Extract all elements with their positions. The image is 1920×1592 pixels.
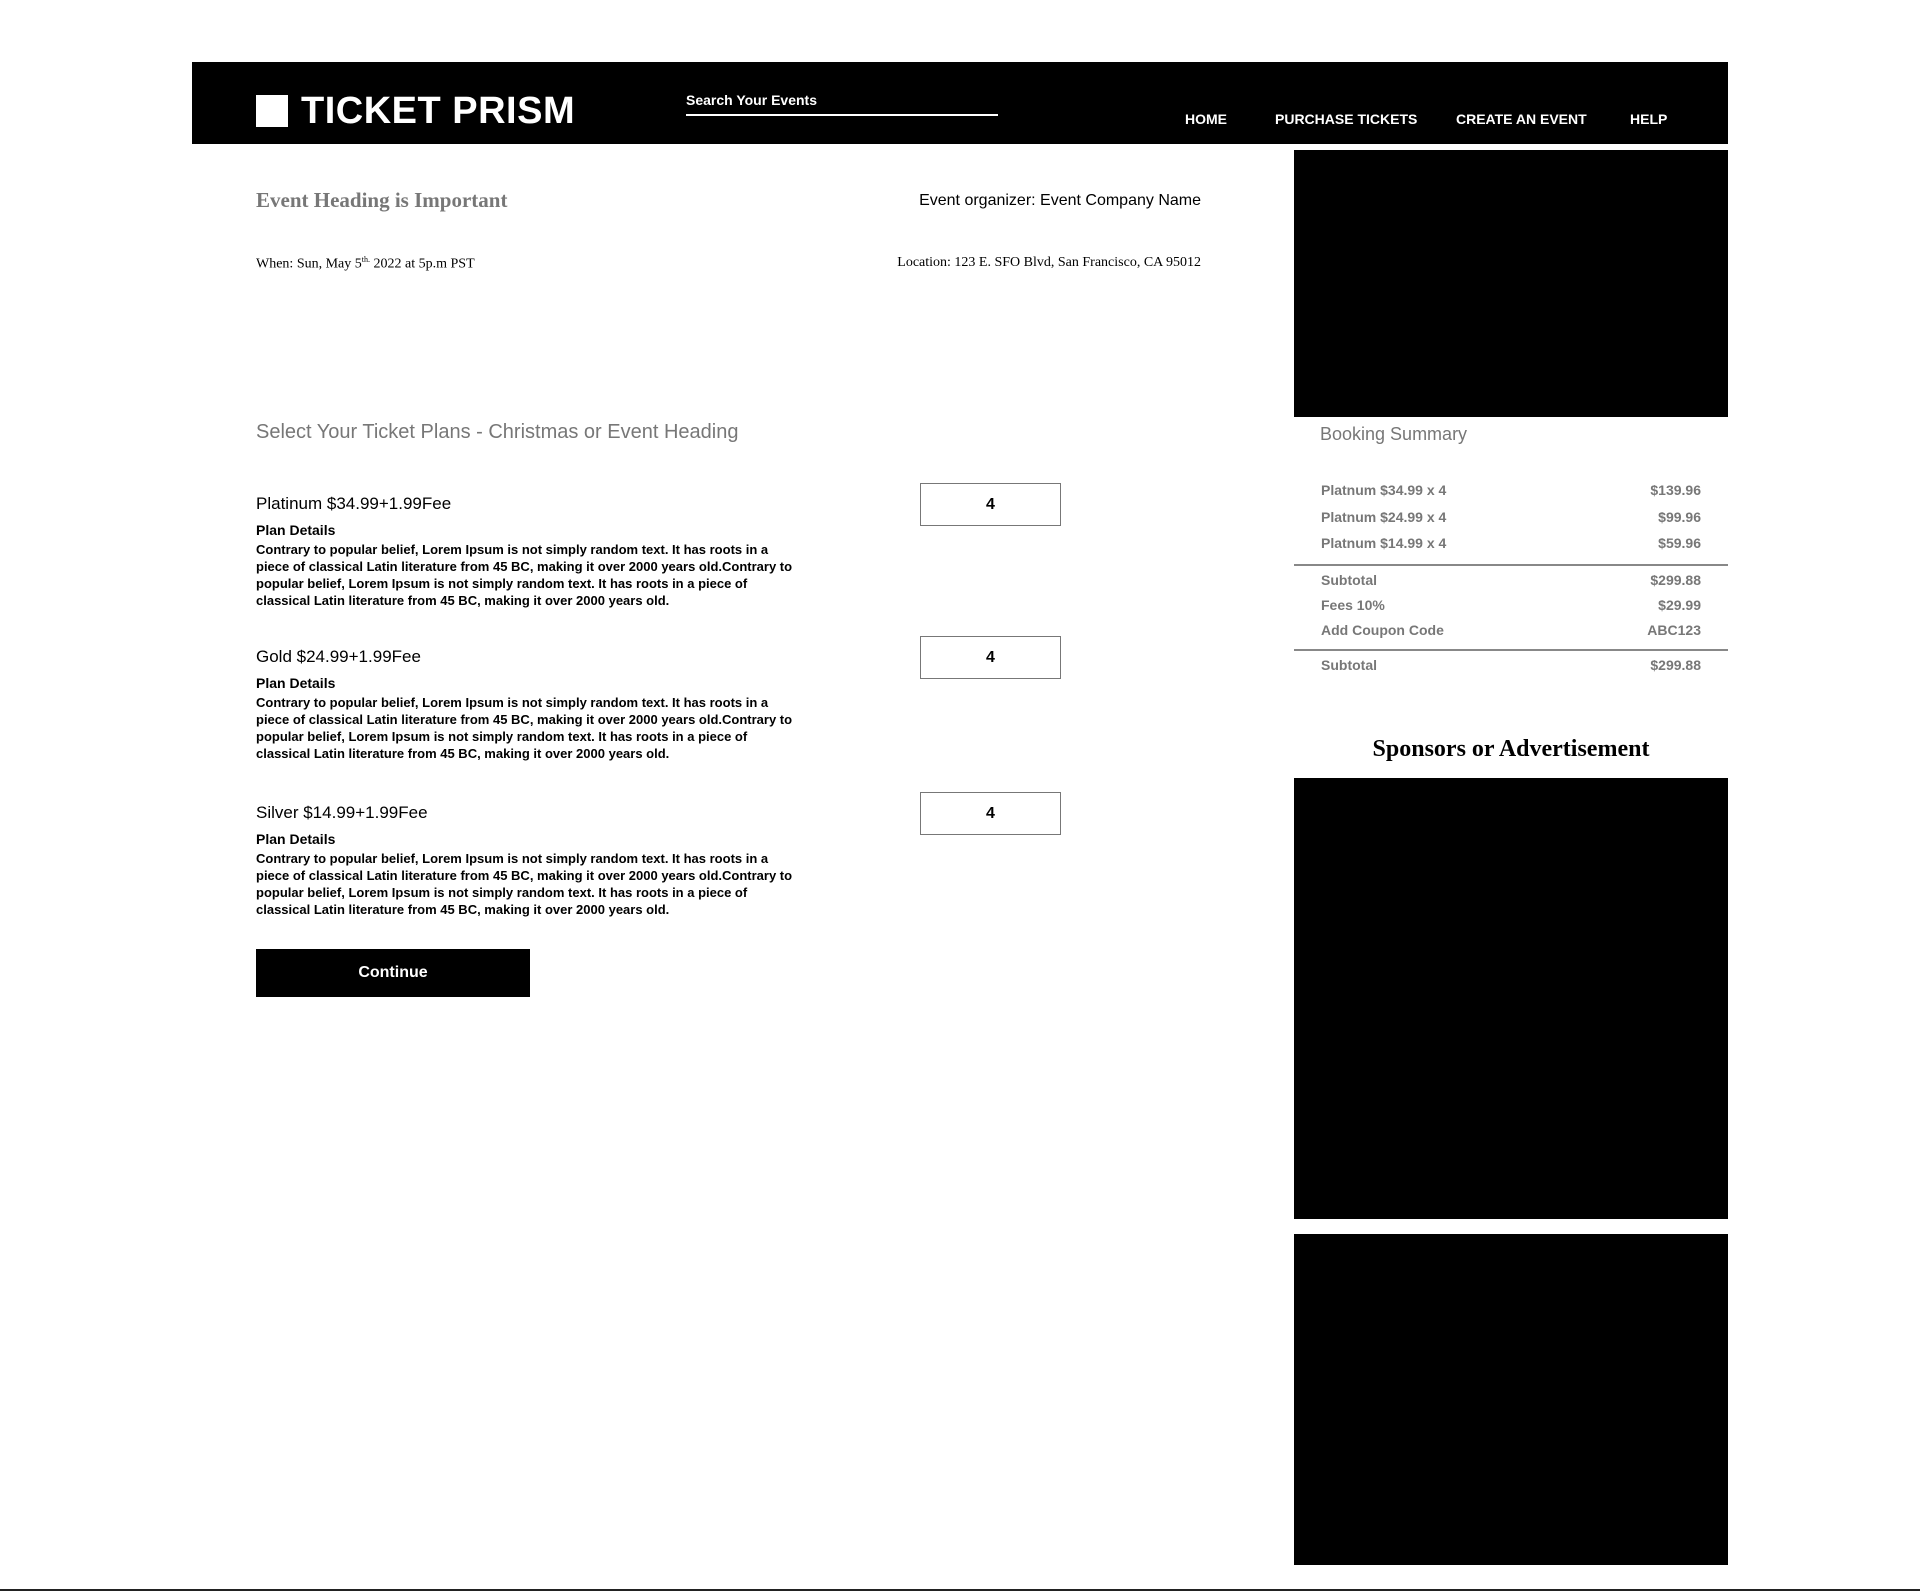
nav-home[interactable]: HOME xyxy=(1185,111,1227,127)
plan-description: Contrary to popular belief, Lorem Ipsum is not simply random text. It has roots in a piece of classical Latin literature from 45 BC, making it over 2000 years old.Contrary to popular belief, Lorem Ipsum is not simply random text. It has roots in a piece of classical Latin literature from 45 BC, making it over 2000 years old. xyxy=(256,851,793,917)
booking-summary-title: Booking Summary xyxy=(1320,424,1468,444)
summary-line xyxy=(1321,535,1701,551)
summary-line xyxy=(1321,509,1701,525)
summary-fees xyxy=(1321,597,1701,613)
event-date-suffix: 2022 at 5p.m PST xyxy=(370,256,475,272)
summary-line-value: $59.96 xyxy=(1658,535,1701,551)
event-image-placeholder xyxy=(1294,150,1728,417)
logo-square-icon xyxy=(256,95,288,127)
event-date-ordinal: th. xyxy=(361,255,370,264)
plan-details-label: Plan Details xyxy=(256,675,336,691)
ticket-plans-heading: Select Your Ticket Plans - Christmas or Event Heading xyxy=(256,421,739,443)
plan-platinum xyxy=(256,493,806,609)
summary-line-label: Platnum $24.99 x 4 xyxy=(1321,509,1447,525)
fees-value: $29.99 xyxy=(1658,597,1701,613)
continue-button[interactable]: Continue xyxy=(256,949,530,997)
sponsor-ad-placeholder[interactable] xyxy=(1294,1234,1728,1565)
plan-gold xyxy=(256,646,806,762)
total-value: $299.88 xyxy=(1650,657,1701,673)
nav-create-event[interactable]: CREATE AN EVENT xyxy=(1456,111,1587,127)
plan-name: Silver $14.99+1.99Fee xyxy=(256,803,428,822)
summary-line xyxy=(1321,482,1701,498)
event-title: Event Heading is Important xyxy=(256,188,508,212)
plan-name: Gold $24.99+1.99Fee xyxy=(256,647,421,666)
summary-line-value: $99.96 xyxy=(1658,509,1701,525)
summary-line-label: Platnum $14.99 x 4 xyxy=(1321,535,1447,551)
summary-divider xyxy=(1294,564,1728,566)
search-input[interactable] xyxy=(686,86,998,116)
plan-name: Platinum $34.99+1.99Fee xyxy=(256,494,452,513)
plan-details-label: Plan Details xyxy=(256,522,336,538)
event-organizer: Event organizer: Event Company Name xyxy=(919,192,1201,209)
nav-help[interactable]: HELP xyxy=(1630,111,1668,127)
plan-description: Contrary to popular belief, Lorem Ipsum is not simply random text. It has roots in a piece of classical Latin literature from 45 BC, making it over 2000 years old.Contrary to popular belief, Lorem Ipsum is not simply random text. It has roots in a piece of classical Latin literature from 45 BC, making it over 2000 years old. xyxy=(256,542,793,608)
subtotal-label: Subtotal xyxy=(1321,572,1377,588)
coupon-value[interactable]: ABC123 xyxy=(1647,622,1701,638)
event-date xyxy=(256,255,475,273)
gold-quantity-input[interactable] xyxy=(920,636,1061,679)
summary-total xyxy=(1321,657,1701,673)
total-label: Subtotal xyxy=(1321,657,1377,673)
nav-purchase-tickets[interactable]: PURCHASE TICKETS xyxy=(1275,111,1418,127)
sponsors-title: Sponsors or Advertisement xyxy=(1372,736,1650,762)
fees-label: Fees 10% xyxy=(1321,597,1385,613)
site-logo[interactable]: TICKET PRISM xyxy=(301,90,576,132)
summary-coupon[interactable] xyxy=(1321,622,1701,638)
plan-description: Contrary to popular belief, Lorem Ipsum is not simply random text. It has roots in a piece of classical Latin literature from 45 BC, making it over 2000 years old.Contrary to popular belief, Lorem Ipsum is not simply random text. It has roots in a piece of classical Latin literature from 45 BC, making it over 2000 years old. xyxy=(256,695,793,761)
subtotal-value: $299.88 xyxy=(1650,572,1701,588)
summary-line-label: Platnum $34.99 x 4 xyxy=(1321,482,1447,498)
summary-subtotal xyxy=(1321,572,1701,588)
summary-divider xyxy=(1294,649,1728,651)
page-bottom-border xyxy=(0,1589,1920,1591)
platinum-quantity-input[interactable] xyxy=(920,483,1061,526)
silver-quantity-input[interactable] xyxy=(920,792,1061,835)
event-location: Location: 123 E. SFO Blvd, San Francisco, CA 95012 xyxy=(897,255,1201,270)
event-date-prefix: When: Sun, May 5 xyxy=(256,256,362,272)
sponsor-ad-placeholder[interactable] xyxy=(1294,778,1728,1219)
plan-silver xyxy=(256,802,806,918)
coupon-label[interactable]: Add Coupon Code xyxy=(1321,622,1444,638)
plan-details-label: Plan Details xyxy=(256,831,336,847)
summary-line-value: $139.96 xyxy=(1650,482,1701,498)
